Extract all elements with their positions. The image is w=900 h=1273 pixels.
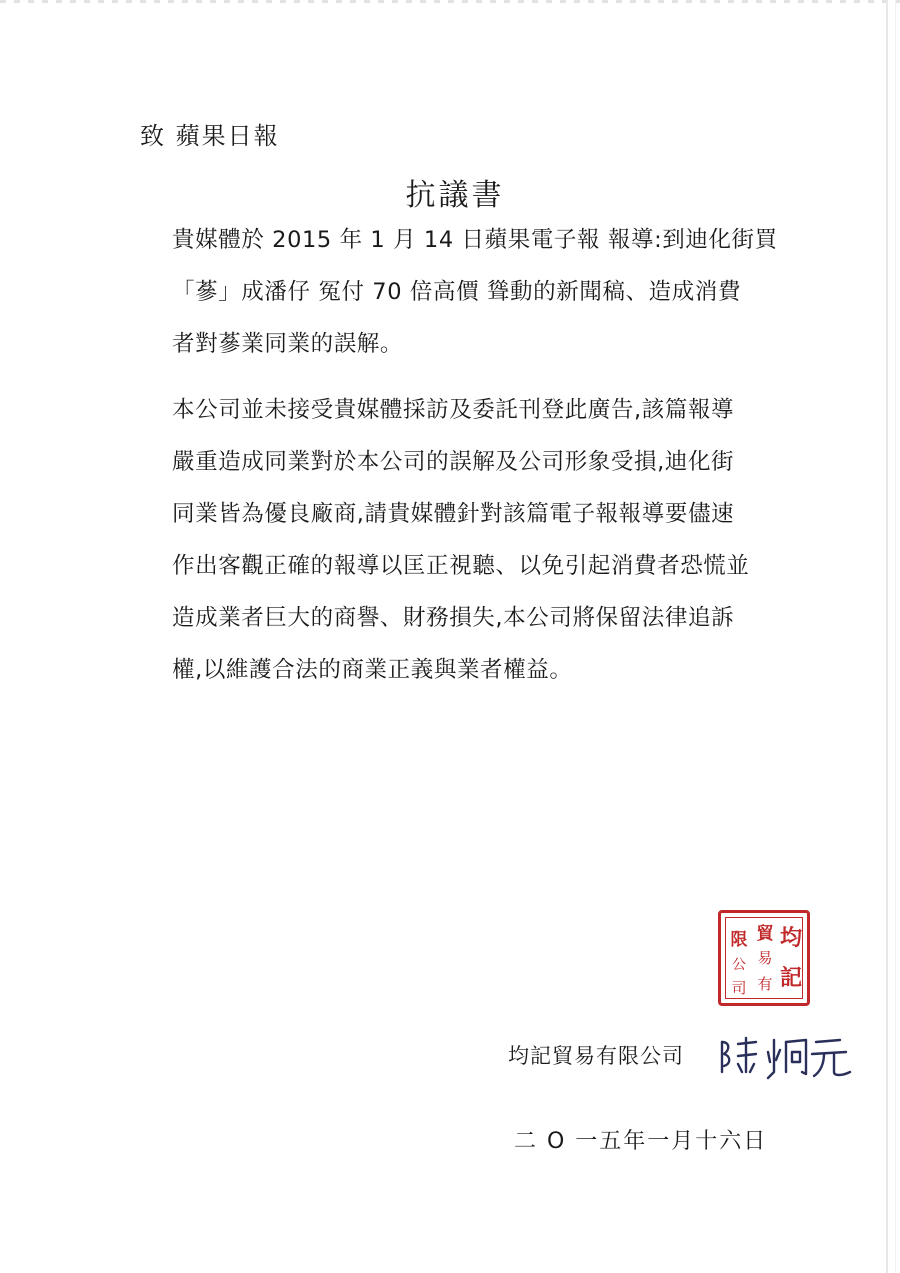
paragraph-line: 同業皆為優良廠商,請貴媒體針對該篇電子報報導要儘速 — [172, 501, 735, 527]
svg-text:有: 有 — [757, 975, 773, 993]
company-seal — [718, 910, 810, 1006]
svg-text:記: 記 — [779, 965, 803, 991]
recipient-line: 致 蘋果日報 — [140, 122, 280, 150]
svg-text:司: 司 — [731, 979, 747, 997]
paragraph-line: 嚴重造成同業對於本公司的誤解及公司形象受損,迪化街 — [172, 449, 735, 475]
scan-edge-top — [0, 0, 900, 3]
paragraph-line: 權,以維護合法的商業正義與業者權益。 — [172, 657, 573, 683]
paragraph-line: 本公司並未接受貴媒體採訪及委託刊登此廣告,該篇報導 — [172, 397, 735, 423]
letter-title: 抗議書 — [405, 178, 505, 213]
paragraph-line: 貴媒體於 2015 年 1 月 14 日蘋果電子報 報導:到迪化街買 — [172, 227, 778, 253]
svg-text:均: 均 — [779, 925, 803, 951]
handwritten-signature — [716, 1028, 856, 1088]
company-name: 均記貿易有限公司 — [508, 1044, 684, 1068]
svg-text:限: 限 — [730, 930, 748, 950]
paragraph-line: 「蔘」成潘仔 冤付 70 倍高價 聳動的新聞稿、造成消費 — [172, 279, 742, 305]
signature-strokes — [716, 1028, 856, 1084]
paragraph-line: 者對蔘業同業的誤解。 — [172, 331, 404, 357]
seal-characters — [721, 913, 813, 1009]
letter-date: 二 O 一五年一月十六日 — [514, 1129, 768, 1154]
paragraph-line: 作出客觀正確的報導以匡正視聽、以免引起消費者恐慌並 — [172, 553, 750, 579]
paragraph-line: 造成業者巨大的商譽、財務損失,本公司將保留法律追訴 — [172, 605, 735, 631]
svg-text:易: 易 — [757, 949, 773, 967]
svg-text:公: 公 — [732, 957, 746, 973]
paragraph-2 — [172, 384, 812, 696]
svg-text:貿: 貿 — [756, 924, 774, 944]
paragraph-1 — [172, 214, 812, 370]
